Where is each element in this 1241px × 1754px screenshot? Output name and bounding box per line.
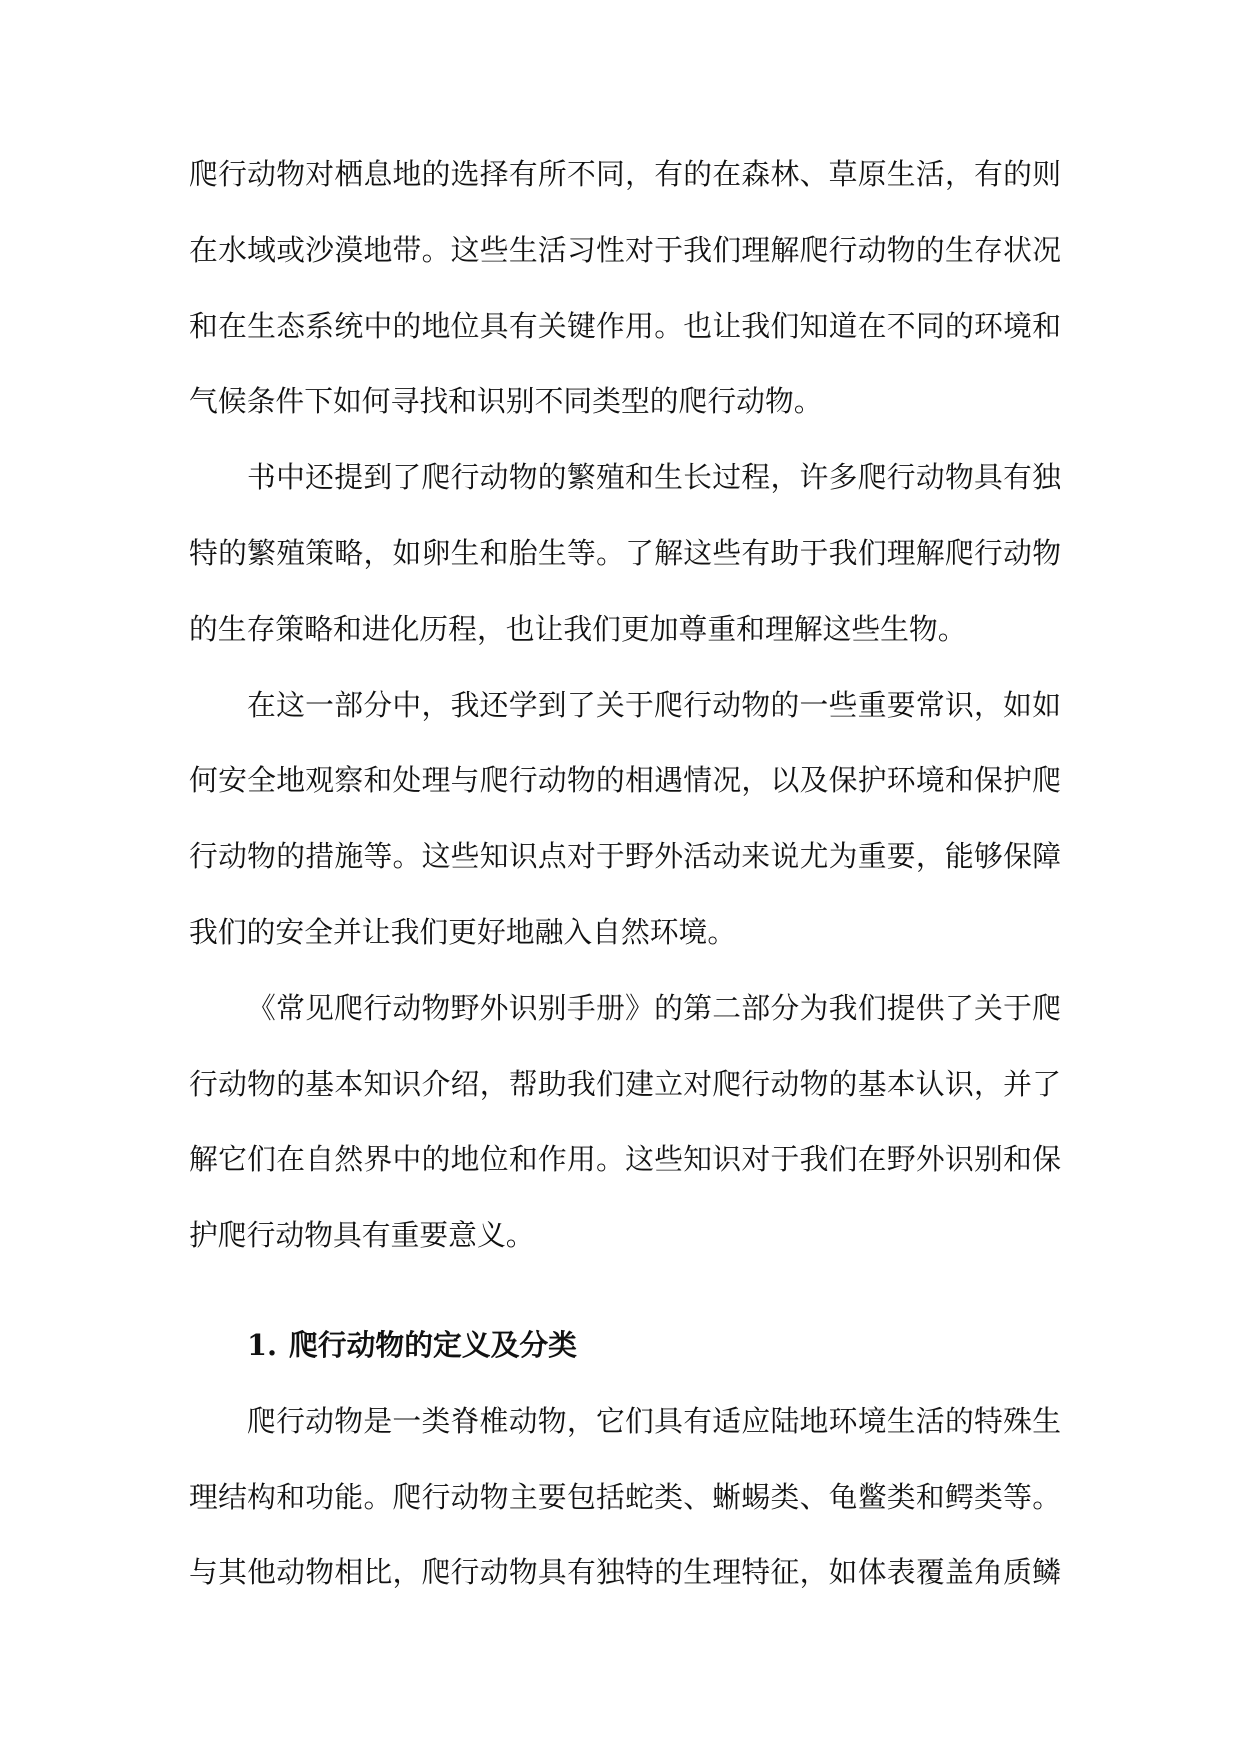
heading-number: 1. bbox=[247, 1327, 278, 1362]
text-line: 行动物的基本知识介绍，帮助我们建立对爬行动物的基本认识，并了 bbox=[189, 1066, 1061, 1101]
section-heading bbox=[189, 1308, 1061, 1384]
paragraph bbox=[189, 668, 1061, 971]
paragraph bbox=[189, 1384, 1061, 1611]
document-body bbox=[189, 137, 1061, 1611]
text-line: 护爬行动物具有重要意义。 bbox=[189, 1218, 535, 1253]
text-line: 爬行动物是一类脊椎动物，它们具有适应陆地环境生活的特殊生 bbox=[247, 1403, 1061, 1438]
text-line: 在这一部分中，我还学到了关于爬行动物的一些重要常识，如如 bbox=[247, 687, 1061, 722]
text-line: 理结构和功能。爬行动物主要包括蛇类、蜥蜴类、龟鳖类和鳄类等。 bbox=[189, 1479, 1061, 1514]
text-line: 《常见爬行动物野外识别手册》的第二部分为我们提供了关于爬 bbox=[247, 990, 1061, 1025]
text-line: 与其他动物相比，爬行动物具有独特的生理特征，如体表覆盖角质鳞 bbox=[189, 1555, 1061, 1590]
text-line: 解它们在自然界中的地位和作用。这些知识对于我们在野外识别和保 bbox=[189, 1142, 1061, 1177]
heading-title: 爬行动物的定义及分类 bbox=[289, 1327, 577, 1362]
text-line: 和在生态系统中的地位具有关键作用。也让我们知道在不同的环境和 bbox=[189, 308, 1061, 343]
paragraph bbox=[189, 971, 1061, 1274]
text-line: 特的繁殖策略，如卵生和胎生等。了解这些有助于我们理解爬行动物 bbox=[189, 535, 1061, 570]
text-line: 书中还提到了爬行动物的繁殖和生长过程，许多爬行动物具有独 bbox=[247, 460, 1061, 495]
text-line: 我们的安全并让我们更好地融入自然环境。 bbox=[189, 914, 737, 949]
text-line: 的生存策略和进化历程，也让我们更加尊重和理解这些生物。 bbox=[189, 611, 967, 646]
text-line: 行动物的措施等。这些知识点对于野外活动来说尤为重要，能够保障 bbox=[189, 839, 1061, 874]
text-line: 何安全地观察和处理与爬行动物的相遇情况，以及保护环境和保护爬 bbox=[189, 763, 1061, 798]
text-line: 在水域或沙漠地带。这些生活习性对于我们理解爬行动物的生存状况 bbox=[189, 232, 1061, 267]
text-line: 气候条件下如何寻找和识别不同类型的爬行动物。 bbox=[189, 384, 823, 419]
paragraph bbox=[189, 440, 1061, 667]
text-line: 爬行动物对栖息地的选择有所不同，有的在森林、草原生活，有的则 bbox=[189, 157, 1061, 191]
paragraph bbox=[189, 137, 1061, 440]
